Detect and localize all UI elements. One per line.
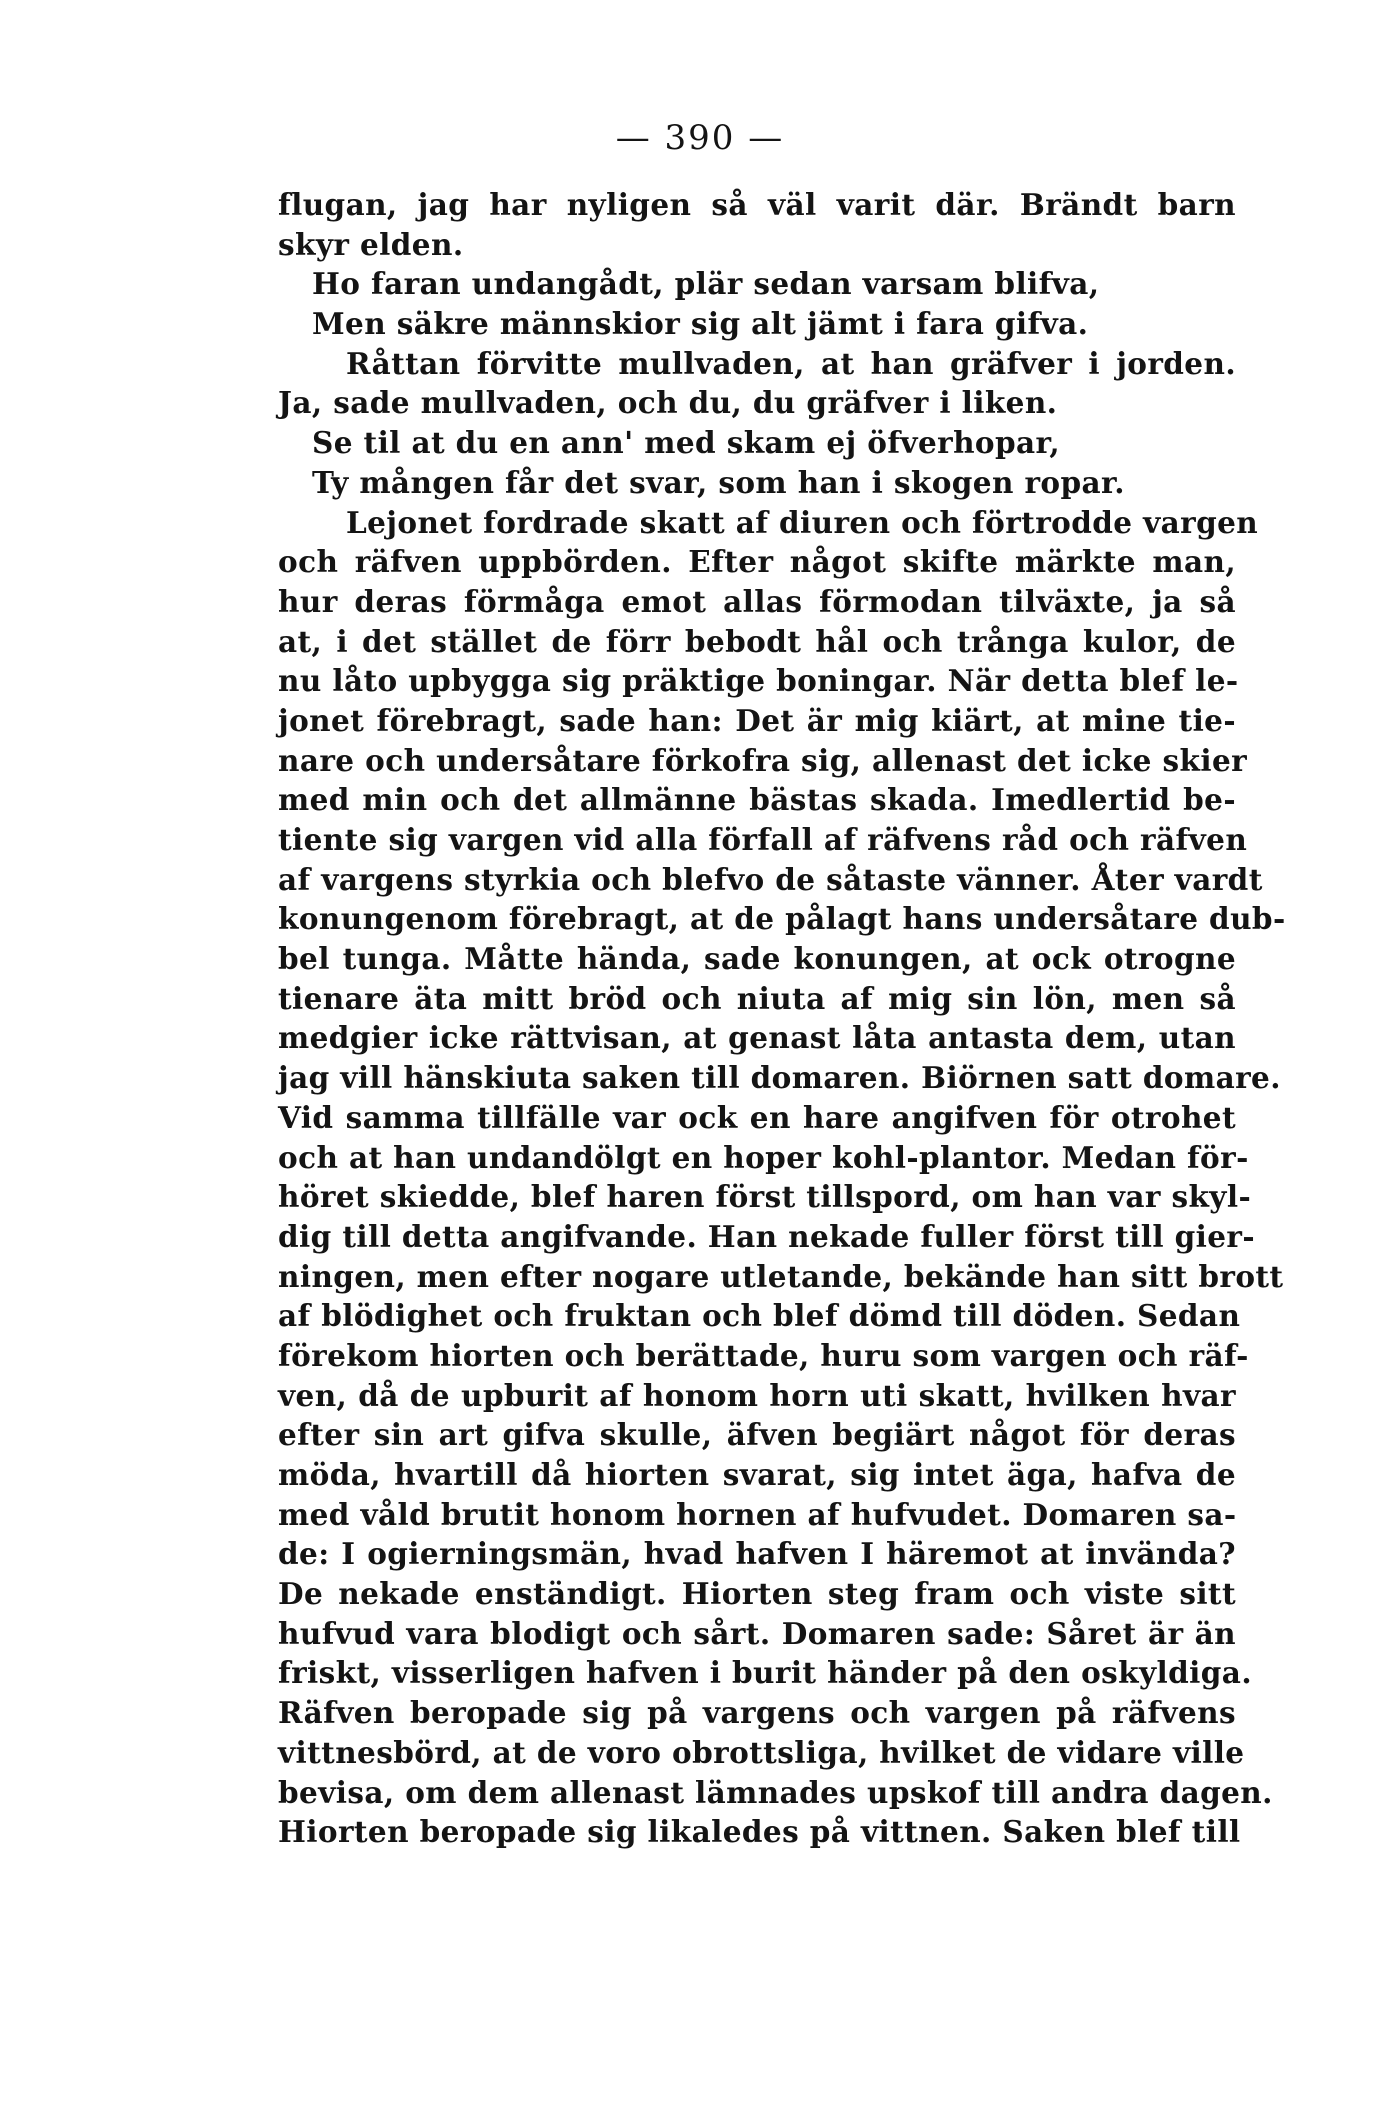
text-line: skyr elden.	[278, 226, 464, 262]
text-line: Se til at du en ann' med skam ej öfverhopar,	[312, 425, 1060, 461]
text-line: tienare äta mitt bröd och niuta af mig sin lön, men så	[278, 980, 1236, 1016]
text-line: Men säkre männskior sig alt jämt i fara gifva.	[312, 306, 1089, 342]
page-number: — 390 —	[615, 118, 785, 158]
text-line: med min och det allmänne bästas skada. Imedlertid be-	[278, 782, 1236, 818]
text-line: at, i det stället de förr bebodt hål och trånga kulor, de	[278, 623, 1236, 659]
text-line: bevisa, om dem allenast lämnades upskof till andra dagen.	[278, 1774, 1273, 1810]
text-line: jag vill hänskiuta saken till domaren. Biörnen satt domare.	[278, 1060, 1281, 1096]
text-line: vittnesbörd, at de voro obrottsliga, hvilket de vidare ville	[278, 1734, 1245, 1770]
text-line: hufvud vara blodigt och sårt. Domaren sade: Såret är än	[278, 1615, 1236, 1651]
text-line: tiente sig vargen vid alla förfall af räfvens råd och räfven	[278, 822, 1248, 857]
body-text	[278, 185, 1286, 1852]
text-line: med våld brutit honom hornen af hufvudet. Domaren sa-	[278, 1496, 1237, 1532]
text-line: de: I ogierningsmän, hvad hafven I häremot at invända?	[278, 1536, 1236, 1572]
text-line: Ty mången får det svar, som han i skogen ropar.	[312, 464, 1125, 500]
text-line: ningen, men efter nogare utletande, bekände han sitt brott	[278, 1258, 1284, 1294]
text-line: Ja, sade mullvaden, och du, du gräfver i liken.	[278, 385, 1058, 421]
text-line: och räfven uppbörden. Efter något skifte märkte man,	[278, 544, 1236, 580]
text-line: Råttan förvitte mullvaden, at han gräfver i jorden.	[346, 345, 1236, 381]
text-line: ven, då de upburit af honom horn uti skatt, hvilken hvar	[278, 1377, 1236, 1413]
text-line: konungenom förebragt, at de pålagt hans undersåtare dub-	[278, 901, 1286, 937]
text-line: jonet förebragt, sade han: Det är mig kiärt, at mine tie-	[278, 702, 1236, 738]
text-line: medgier icke rättvisan, at genast låta antasta dem, utan	[278, 1020, 1236, 1056]
text-line: hur deras förmåga emot allas förmodan tilväxte, ja så	[278, 583, 1236, 619]
text-line: Vid samma tillfälle var ock en hare angifven för otrohet	[278, 1099, 1236, 1135]
text-line: Hiorten beropade sig likaledes på vittnen. Saken blef till	[278, 1814, 1241, 1850]
text-line: flugan, jag har nyligen så väl varit där. Brändt barn	[278, 187, 1236, 222]
text-line: De nekade enständigt. Hiorten steg fram och viste sitt	[278, 1576, 1236, 1612]
text-line: friskt, visserligen hafven i burit händer på den oskyldiga.	[278, 1655, 1252, 1691]
text-line: bel tunga. Måtte hända, sade konungen, at ock otrogne	[278, 941, 1236, 977]
text-line: nare och undersåtare förkofra sig, allenast det icke skier	[278, 742, 1248, 778]
text-line: möda, hvartill då hiorten svarat, sig intet äga, hafva de	[278, 1457, 1236, 1492]
text-line: af vargens styrkia och blefvo de såtaste vänner. Åter vardt	[278, 861, 1263, 897]
text-line: Ho faran undangådt, plär sedan varsam blifva,	[312, 266, 1100, 302]
text-line: höret skiedde, blef haren först tillspord, om han var skyl-	[278, 1179, 1252, 1215]
text-line: dig till detta angifvande. Han nekade fuller först till gier-	[278, 1218, 1255, 1254]
text-line: och at han undandölgt en hoper kohl-plantor. Medan för-	[278, 1139, 1249, 1175]
text-line: nu låto upbygga sig präktige boningar. När detta blef le-	[278, 663, 1239, 699]
text-line: Räfven beropade sig på vargens och vargen på räfvens	[278, 1695, 1236, 1731]
text-line: förekom hiorten och berättade, huru som vargen och räf-	[278, 1337, 1249, 1373]
text-line: efter sin art gifva skulle, äfven begiärt något för deras	[278, 1417, 1236, 1453]
text-line: Lejonet fordrade skatt af diuren och förtrodde vargen	[346, 504, 1259, 540]
text-line: af blödighet och fruktan och blef dömd till döden. Sedan	[278, 1298, 1241, 1334]
